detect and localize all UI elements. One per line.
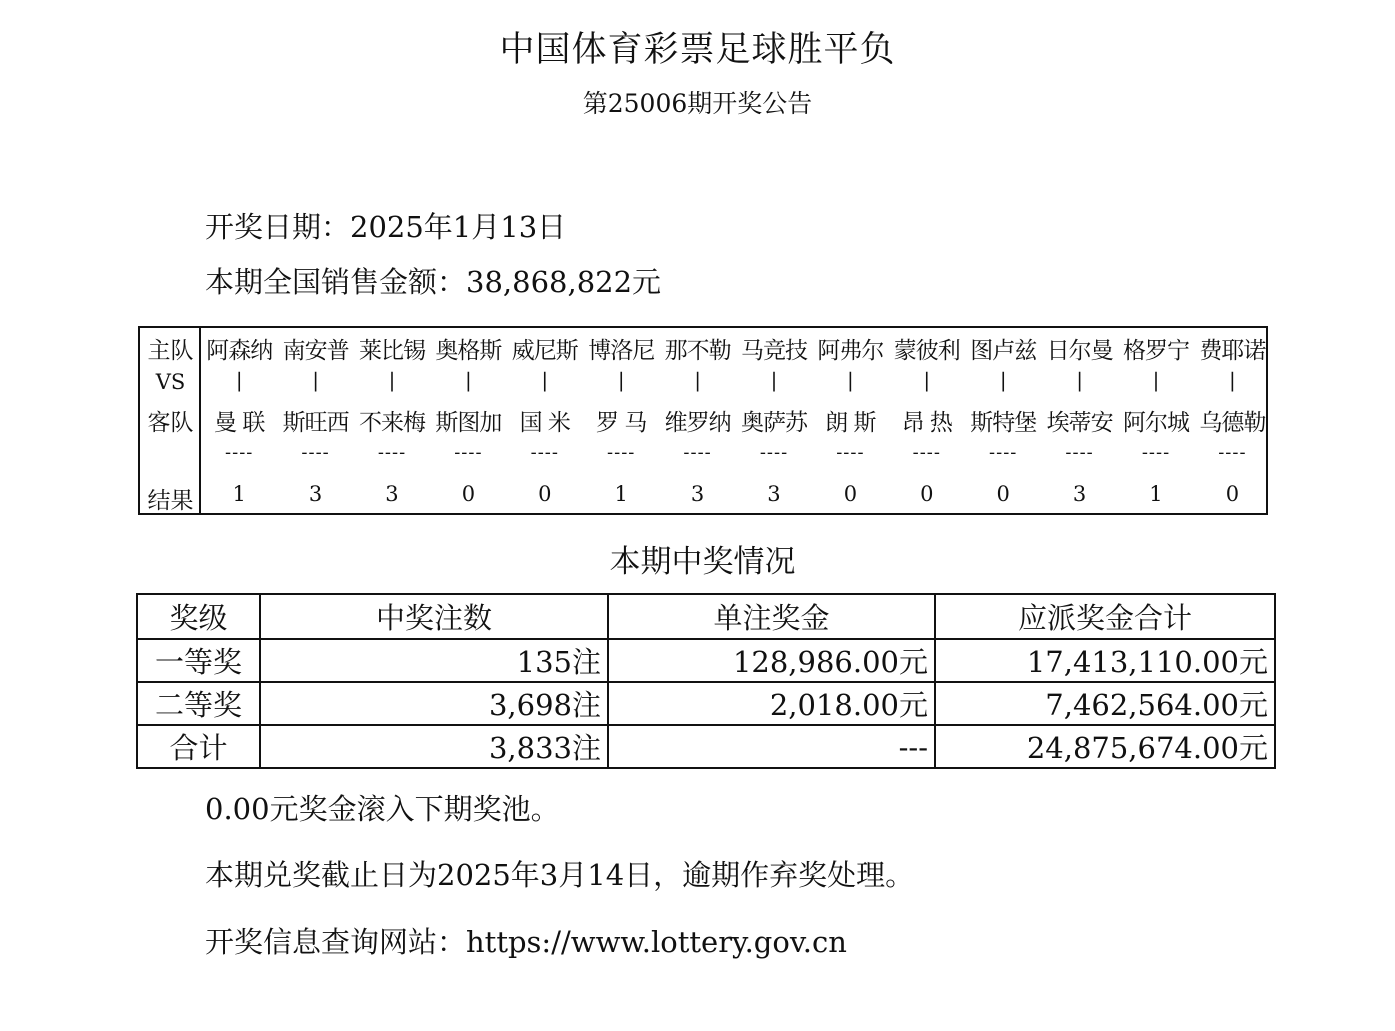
issue-subtitle: 第25006期开奖公告: [582, 89, 813, 118]
separator-dash: ----: [836, 442, 865, 463]
separator-bar: |: [617, 368, 625, 392]
sales-amount: 本期全国销售金额：38,868,822元: [205, 265, 662, 299]
matches-table: [138, 326, 1268, 515]
match-column: [277, 328, 353, 513]
match-column: [1041, 328, 1117, 513]
separator-dash: ----: [1065, 442, 1094, 463]
prize-header-count: 中奖注数: [260, 594, 608, 639]
away-team: 奥萨苏: [740, 410, 807, 436]
match-result: 0: [538, 482, 552, 506]
match-column: [736, 328, 812, 513]
match-column: [659, 328, 735, 513]
separator-dash: ----: [454, 442, 483, 463]
match-result: 0: [843, 482, 858, 506]
home-team: 蒙彼利: [893, 338, 960, 364]
separator-bar: |: [694, 368, 701, 392]
away-team: 曼 联: [214, 410, 265, 436]
prize-level: 一等奖: [137, 639, 260, 682]
prize-header-total: 应派奖金合计: [935, 594, 1275, 639]
prize-header-unit: 单注奖金: [608, 594, 935, 639]
total-prize: 24,875,674.00元: [935, 725, 1275, 768]
separator-bar: |: [770, 368, 778, 392]
match-result: 0: [996, 482, 1010, 506]
away-team: 维罗纳: [664, 410, 731, 436]
prize-table-header: [137, 594, 1275, 639]
page-title: 中国体育彩票足球胜平负: [499, 30, 896, 70]
separator-bar: |: [465, 368, 472, 392]
vs-label: VS: [155, 370, 186, 394]
rollover-note: 0.00元奖金滚入下期奖池。: [205, 792, 560, 826]
home-team: 阿森纳: [206, 338, 273, 364]
draw-date: 开奖日期：2025年1月13日: [205, 210, 567, 244]
prize-row-second: [137, 682, 1275, 725]
separator-dash: ----: [759, 442, 789, 463]
match-column: [889, 328, 965, 513]
separator-bar: |: [847, 368, 854, 392]
match-result: 3: [767, 482, 781, 506]
match-column: [1194, 328, 1270, 513]
separator-bar: |: [1076, 368, 1083, 392]
home-team: 费耶诺: [1199, 338, 1266, 364]
away-team: 斯图加: [435, 410, 502, 436]
total-prize: 7,462,564.00元: [935, 682, 1275, 725]
unit-prize: ---: [608, 725, 935, 768]
away-team: 阿尔城: [1122, 410, 1189, 436]
winner-count: 3,833注: [260, 725, 608, 768]
away-team: 罗 马: [596, 410, 647, 436]
home-team: 南安普: [282, 338, 349, 364]
matches-label-column: [140, 328, 201, 513]
match-result: 1: [1149, 482, 1163, 506]
home-team-label: 主队: [147, 338, 194, 364]
home-team: 博洛尼: [588, 338, 655, 364]
separator-dash: ----: [1141, 442, 1171, 463]
separator-bar: |: [235, 368, 243, 392]
separator-bar: |: [388, 368, 396, 392]
winner-count: 135注: [260, 639, 608, 682]
away-team: 斯特堡: [970, 410, 1037, 436]
away-team: 国 米: [519, 410, 570, 436]
match-result: 0: [1225, 482, 1240, 506]
separator-bar: |: [923, 368, 931, 392]
separator-dash: ----: [377, 442, 407, 463]
match-result: 1: [614, 482, 628, 506]
prize-level: 二等奖: [137, 682, 260, 725]
match-column: [507, 328, 583, 513]
unit-prize: 2,018.00元: [608, 682, 935, 725]
away-team: 昂 热: [901, 410, 952, 436]
prize-table: [136, 593, 1276, 769]
away-team-label: 客队: [147, 410, 194, 436]
separator-dash: ----: [301, 442, 330, 463]
prize-heading: 本期中奖情况: [609, 544, 796, 580]
separator-bar: |: [999, 368, 1007, 392]
result-label: 结果: [147, 488, 194, 514]
separator-dash: ----: [225, 442, 254, 463]
home-team: 马竞技: [740, 338, 807, 364]
claim-deadline: 本期兑奖截止日为2025年3月14日，逾期作弃奖处理。: [205, 858, 915, 892]
separator-dash: ----: [989, 442, 1018, 463]
prize-level: 合计: [137, 725, 260, 768]
match-column: [965, 328, 1041, 513]
away-team: 斯旺西: [282, 410, 349, 436]
home-team: 图卢兹: [970, 338, 1037, 364]
away-team: 不来梅: [358, 410, 425, 436]
separator-dash: ----: [912, 442, 941, 463]
winner-count: 3,698注: [260, 682, 608, 725]
separator-bar: |: [1229, 368, 1236, 392]
home-team: 莱比锡: [358, 338, 425, 364]
away-team: 朗 斯: [825, 410, 876, 436]
home-team: 那不勒: [664, 338, 731, 364]
home-team: 阿弗尔: [817, 338, 884, 364]
unit-prize: 128,986.00元: [608, 639, 935, 682]
match-column: [583, 328, 659, 513]
match-result: 3: [1072, 482, 1087, 506]
match-result: 3: [308, 482, 323, 506]
away-team: 埃蒂安: [1046, 410, 1113, 436]
separator-dash: ----: [683, 442, 712, 463]
website-info: 开奖信息查询网站：https://www.lottery.gov.cn: [205, 925, 847, 959]
separator-bar: |: [541, 368, 549, 392]
away-team: 乌德勒: [1199, 410, 1266, 436]
separator-bar: |: [312, 368, 319, 392]
match-column: [201, 328, 277, 513]
home-team: 威尼斯: [511, 338, 578, 364]
match-result: 3: [385, 482, 399, 506]
match-result: 0: [461, 482, 476, 506]
match-column: [354, 328, 430, 513]
home-team: 格罗宁: [1122, 338, 1189, 364]
match-column: [430, 328, 506, 513]
match-result: 0: [920, 482, 934, 506]
total-prize: 17,413,110.00元: [935, 639, 1275, 682]
prize-header-level: 奖级: [137, 594, 260, 639]
match-result: 3: [690, 482, 705, 506]
match-column: [812, 328, 888, 513]
prize-row-first: [137, 639, 1275, 682]
home-team: 奥格斯: [435, 338, 502, 364]
separator-bar: |: [1152, 368, 1160, 392]
prize-row-total: [137, 725, 1275, 768]
match-column: [1118, 328, 1194, 513]
separator-dash: ----: [607, 442, 636, 463]
separator-dash: ----: [530, 442, 559, 463]
match-result: 1: [232, 482, 246, 506]
home-team: 日尔曼: [1046, 338, 1113, 364]
separator-dash: ----: [1218, 442, 1247, 463]
